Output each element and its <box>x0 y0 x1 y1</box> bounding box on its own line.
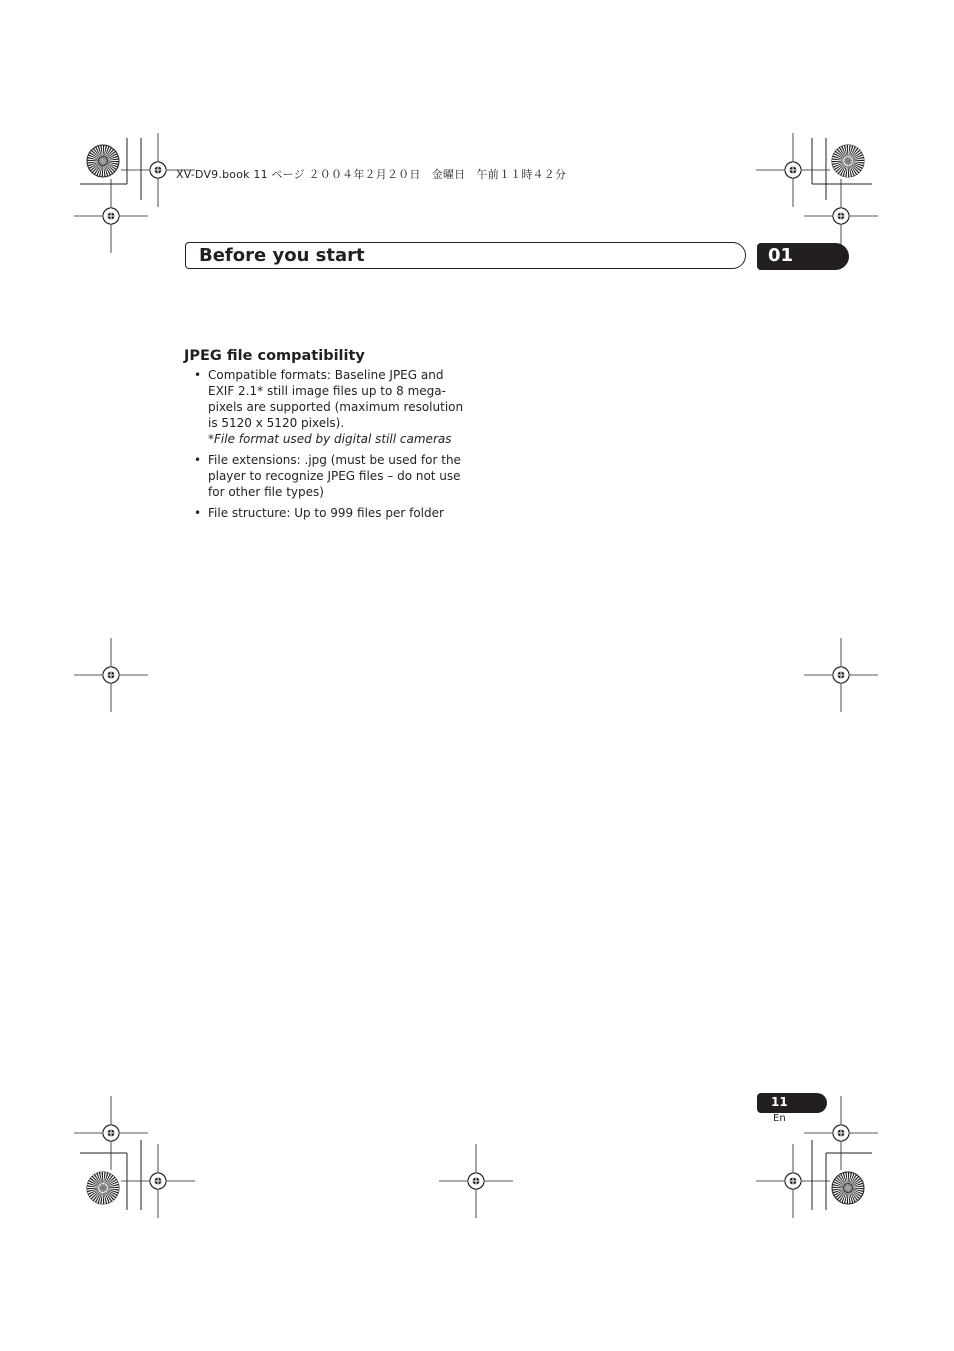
list-item <box>194 367 464 447</box>
footnote-text: *File format used by digital still cameras <box>208 432 452 446</box>
bullet-text: File extensions: .jpg (must be used for the player to recognize JPEG files – do not use for other file types) <box>208 453 461 499</box>
section-heading: JPEG file compatibility <box>184 348 365 364</box>
crosshair-icon <box>804 638 878 712</box>
list-item <box>194 505 464 521</box>
starburst-target-icon <box>832 145 864 177</box>
print-slug: XV-DV9.book 11 ページ ２００４年２月２０日 金曜日 午前１１時４２分 <box>176 168 567 181</box>
list-item <box>194 452 464 500</box>
crosshair-icon <box>756 1144 830 1218</box>
starburst-target-icon <box>832 1172 864 1204</box>
page-number: 11 <box>771 1095 788 1109</box>
bullet-icon: • <box>194 453 202 467</box>
crosshair-icon <box>74 638 148 712</box>
starburst-target-icon <box>87 145 119 177</box>
language-label: En <box>773 1113 786 1124</box>
crosshair-icon <box>74 1096 148 1170</box>
bullet-text: Compatible formats: Baseline JPEG and EXIF 2.1* still image files up to 8 mega-pixels are supported (maximum resolution is 5120 x 5120 pixels). <box>208 368 464 430</box>
bullet-icon: • <box>194 506 202 520</box>
page-number-tab <box>757 1093 827 1113</box>
bullet-list <box>194 367 464 526</box>
crosshair-icon <box>756 133 830 207</box>
crosshair-icon <box>121 1144 195 1218</box>
chapter-title: Before you start <box>199 245 365 266</box>
bullet-text: File structure: Up to 999 files per folder <box>208 506 444 520</box>
crosshair-icon <box>74 179 148 253</box>
chapter-number: 01 <box>768 245 794 266</box>
chapter-number-tab <box>757 243 849 270</box>
bullet-icon: • <box>194 368 202 382</box>
starburst-target-icon <box>87 1172 119 1204</box>
crosshair-icon <box>804 179 878 253</box>
chapter-header <box>185 242 746 269</box>
crosshair-icon <box>439 1144 513 1218</box>
